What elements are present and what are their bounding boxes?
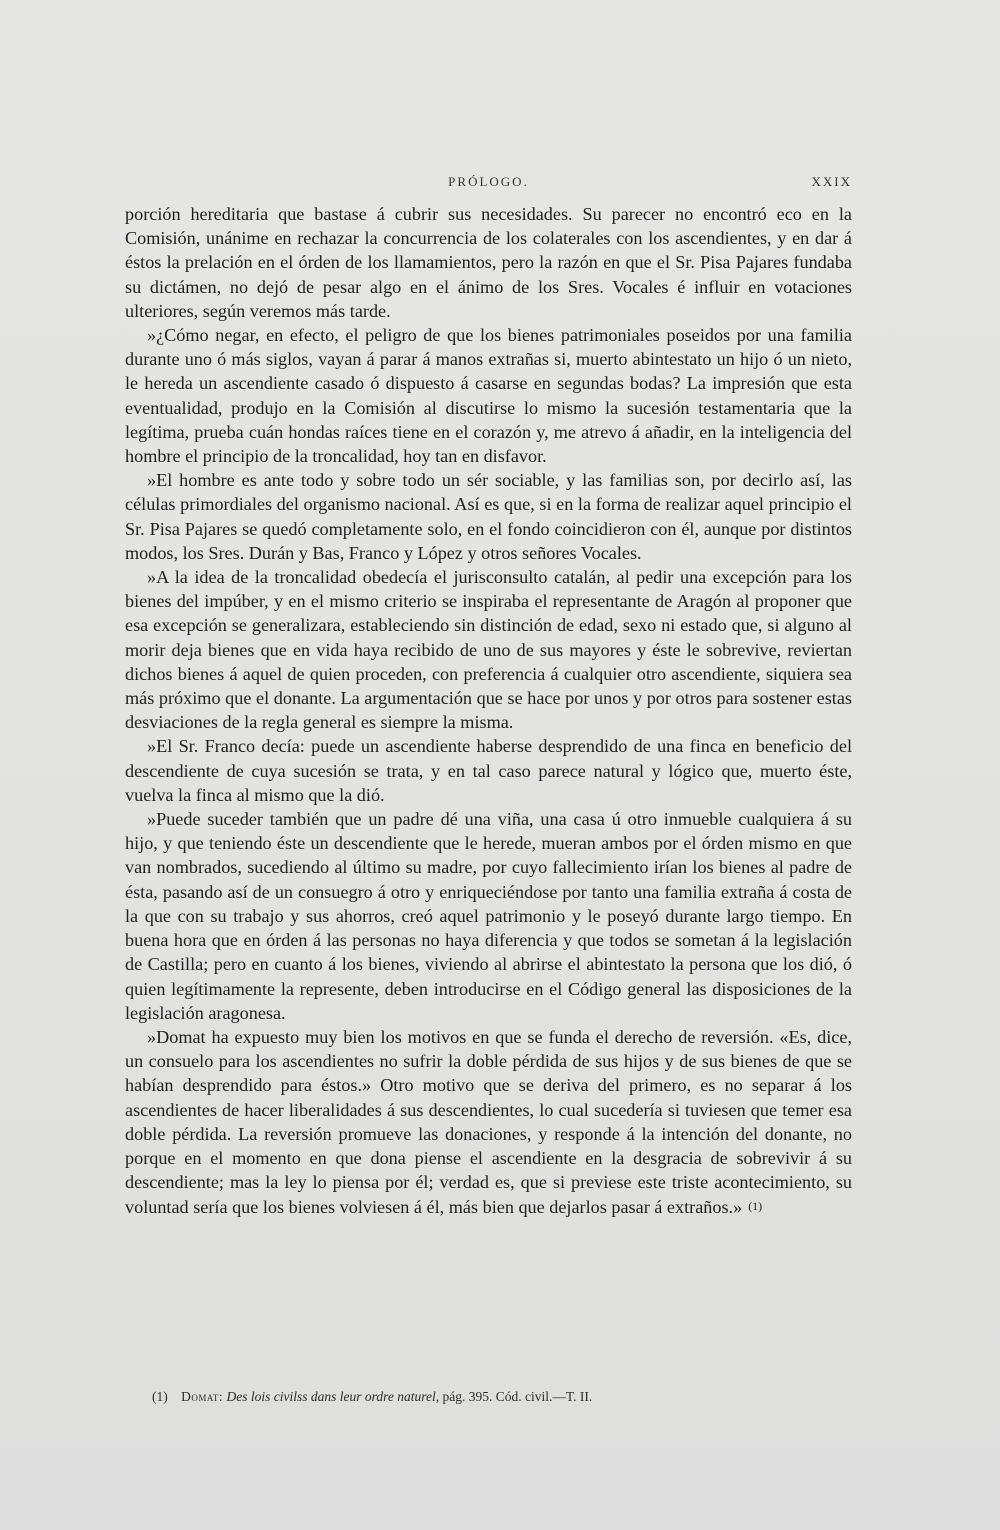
footnote-author: Domat: [181, 1389, 224, 1404]
paragraph-7 [125, 1025, 852, 1220]
footnote-reference: (1) [748, 1199, 763, 1214]
running-title: PRÓLOGO. [448, 174, 529, 189]
paragraph-4: »A la idea de la troncalidad obedecía el jurisconsulto catalán, al pedir una excepción para los bienes del impúber, y en el mismo criterio se inspiraba el representante de Aragón al proponer que esa excepción se generalizara, estableciendo sin distinción de edad, sexo ni estado que, si alguno al morir deja bienes que en vida haya recibido de uno de sus mayores y éste le sobrevive, reviertan dichos bienes á aquel de quien proceden, con preferencia á cualquier otro ascendiente, siquiera sea más próximo que el donante. La argumentación que se hace por unos y por otros para sostener estas desviaciones de la regla general es siempre la misma. [125, 567, 852, 733]
footnote-citation: pág. 395. Cód. civil.—T. II. [442, 1389, 593, 1404]
page-header [125, 174, 852, 196]
footnote [152, 1388, 852, 1406]
paragraph-3: »El hombre es ante todo y sobre todo un sér sociable, y las familias son, por decirlo así, las células primordiales del organismo nacional. Así es que, si en la forma de realizar aquel principio el Sr. Pisa Pajares se quedó completamente solo, en el fondo coincidieron con él, aunque por distintos modos, los Sres. Durán y Bas, Franco y López y otros señores Vocales. [125, 470, 852, 563]
body-text [125, 202, 852, 1220]
footnote-mark: (1) [152, 1389, 168, 1404]
page-number: XXIX [811, 174, 852, 189]
footnote-work-title: Des lois civilss dans leur ordre naturel, [226, 1389, 440, 1404]
paragraph-2: »¿Cómo negar, en efecto, el peligro de que los bienes patrimoniales poseidos por una familia durante uno ó más siglos, vayan á parar á manos extrañas si, muerto abintestato un hijo ó un nieto, le hereda un ascendiente casado ó dispuesto á casarse en segundas bodas? La impresión que esta eventualidad, produjo en la Comisión al discutirse lo mismo la sucesión testamentaria que la legítima, prueba cuán hondas raíces tiene en el corazón y, me atrevo á añadir, en la inteligencia del hombre el principio de la troncalidad, hoy tan en disfavor. [125, 325, 852, 467]
paragraph-5: »El Sr. Franco decía: puede un ascendiente haberse desprendido de una finca en beneficio del descendiente de cuya sucesión se trata, y en tal caso parece natural y lógico que, muerto éste, vuelva la finca al mismo que la dió. [125, 736, 852, 805]
paragraph-1: porción hereditaria que bastase á cubrir sus necesidades. Su parecer no encontró eco en la Comisión, unánime en rechazar la concurrencia de los colaterales con los ascendientes, y en dar á éstos la prelación en el órden de los llamamientos, pero la razón en que el Sr. Pisa Pajares fundaba su dictámen, no dejó de pesar algo en el ánimo de los Sres. Vocales é influir en votaciones ulteriores, según veremos más tarde. [125, 204, 852, 321]
paragraph-6: »Puede suceder también que un padre dé una viña, una casa ú otro inmueble cualquiera á su hijo, y que teniendo éste un descendiente que le herede, mueran ambos por el órden mismo en que van nombrados, sucediendo al último su madre, por cuyo fallecimiento irían los bienes al padre de ésta, pasando así de un consuegro á otro y enriqueciéndose por tanto una familia extraña á costa de la que con su trabajo y sus ahorros, creó aquel patrimonio y le poseyó durante largo tiempo. En buena hora que en órden á las personas no haya diferencia y que todos se sometan á la legislación de Castilla; pero en cuanto á los bienes, viviendo al abrirse el abintestato la persona que los dió, ó quien legítimamente la represente, deben introducirse en el Código general las disposiciones de la legislación aragonesa. [125, 809, 852, 1023]
paragraph-7-text: »Domat ha expuesto muy bien los motivos en que se funda el derecho de reversión. «Es, dice, un consuelo para los ascendientes no sufrir la doble pérdida de sus hijos y de sus bienes de que se habían desprendido para éstos.» Otro motivo que se deriva del primero, es no separar á los ascendientes de hacer liberalidades á sus descendientes, lo cual sucedería si tuviesen que temer esa doble pérdida. La reversión promueve las donaciones, y responde á la intención del donante, no porque en el momento en que dona piense el ascendiente en la desgracia de sobrevivir á su descendiente; mas la ley lo piensa por él; verdad es, que si previese este triste acontecimiento, su voluntad sería que los bienes volviesen á él, más bien que dejarlos pasar á extraños.» [125, 1026, 852, 1218]
